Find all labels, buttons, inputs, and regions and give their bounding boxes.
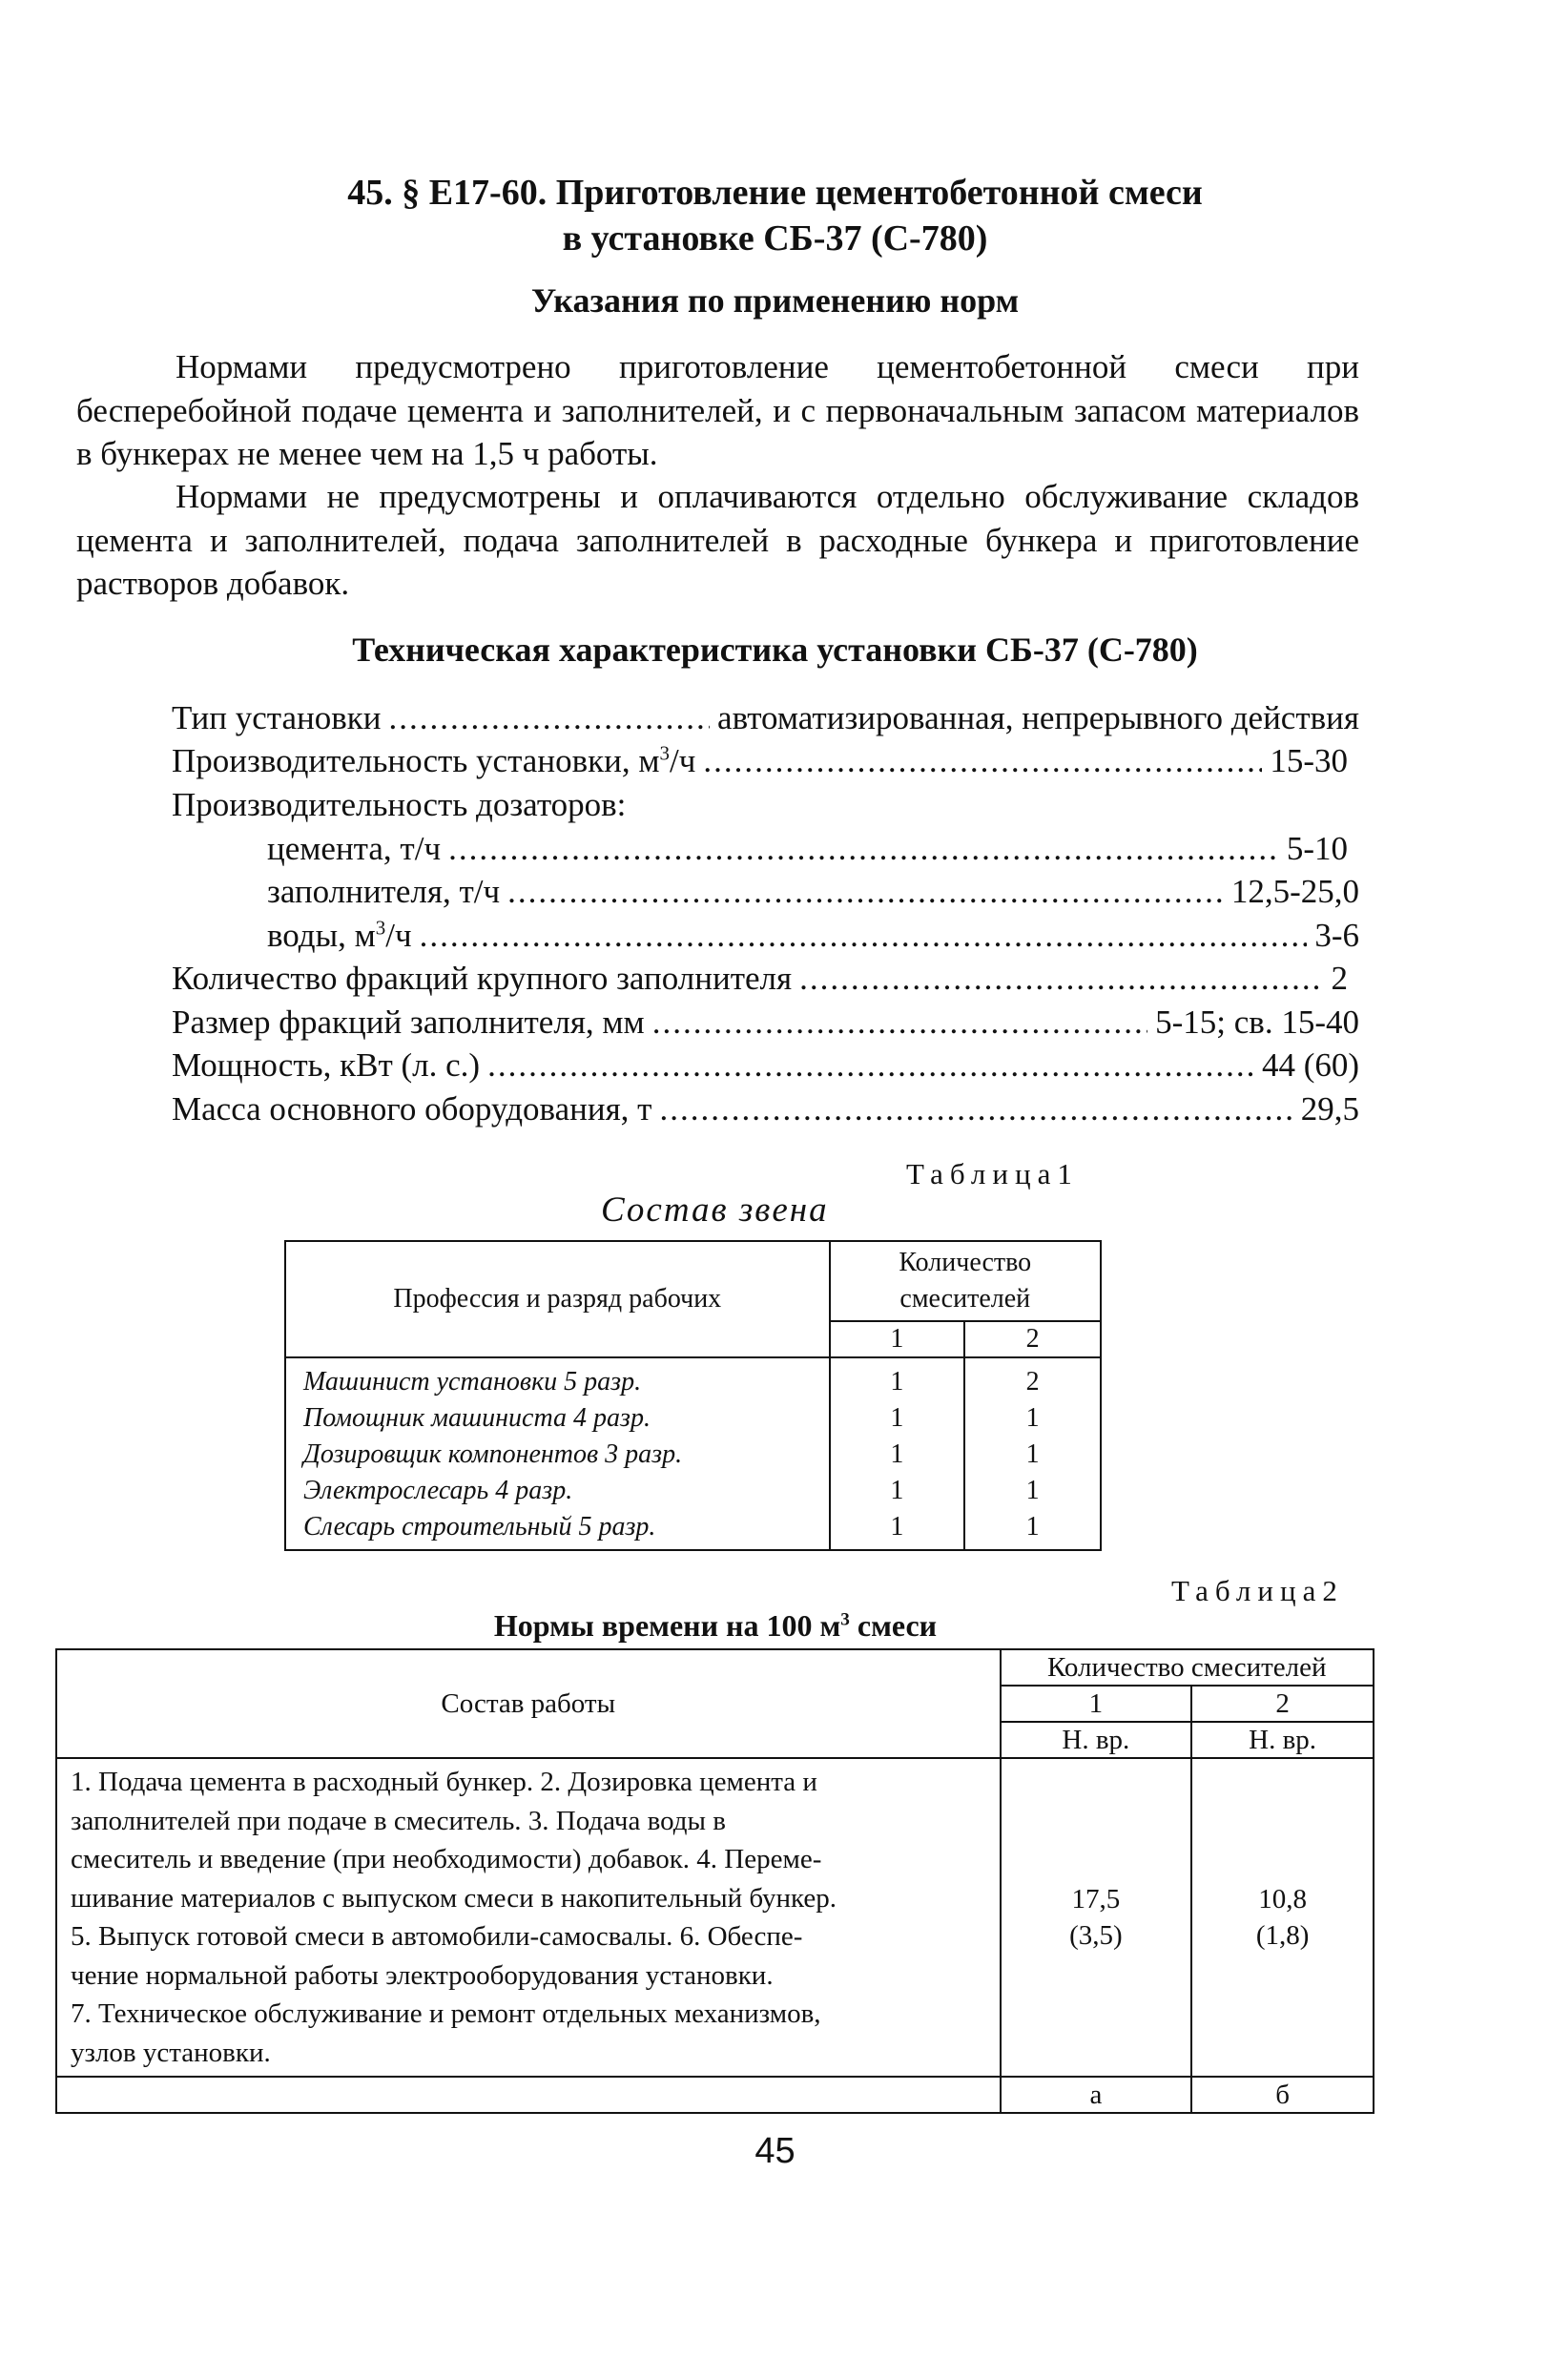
crew-table — [284, 1240, 1102, 1551]
spec-mass-value: 29,5 — [1300, 1090, 1359, 1128]
leader-dots — [487, 1046, 1254, 1085]
spec-cement-value: 5-10 — [1286, 830, 1348, 867]
spec-cement — [267, 830, 1348, 868]
crew-row — [285, 1437, 1101, 1473]
crew-count-1: 1 — [830, 1509, 965, 1550]
page-number: 45 — [754, 2131, 796, 2171]
spec-water-label: воды, $м^3/ч$ — [267, 916, 412, 954]
leader-dots — [799, 960, 1323, 998]
spec-mass-label: Масса основного оборудования, т — [172, 1090, 652, 1128]
crew-row — [285, 1473, 1101, 1509]
crew-count-1: 1 — [830, 1357, 965, 1400]
crew-count-2: 1 — [964, 1400, 1101, 1437]
crew-count-1: 1 — [830, 1400, 965, 1437]
norms-header-sub-1: Н. вр. — [1001, 1722, 1192, 1758]
instructions-title: Указания по применению норм — [530, 281, 1020, 320]
crew-profession: Дозировщик компонентов 3 разр. — [285, 1437, 830, 1473]
spec-productivity — [172, 742, 1348, 780]
instructions-paragraph-2: Нормами не предусмотрены и оплачиваются отдельно обслуживание складов цемента и заполнителей, подача заполнителей в расходные бункера и приготовление растворов добавок. — [76, 478, 1359, 602]
work-line: 7. Техническое обслуживание и ремонт отдельных механизмов, — [71, 1998, 821, 2029]
table1-caption: Состав звена — [601, 1190, 829, 1230]
spec-type-label: Тип установки — [172, 699, 382, 736]
spec-power — [172, 1046, 1359, 1085]
section-title-line2: в установке СБ-37 (С-780) — [562, 218, 988, 259]
spec-mass — [172, 1090, 1359, 1128]
leader-dots — [652, 1004, 1147, 1042]
work-line: шивание материалов с выпуском смеси в накопительный бункер. — [71, 1882, 837, 1914]
table2-label: Таблица2 — [1171, 1574, 1344, 1607]
norms-header-count: Количество смесителей — [1001, 1649, 1374, 1686]
spec-dosers — [172, 786, 1359, 824]
norms-header-sub-2: Н. вр. — [1191, 1722, 1374, 1758]
spec-fractions-value: 2 — [1331, 960, 1348, 997]
crew-profession: Помощник машиниста 4 разр. — [285, 1400, 830, 1437]
spec-size — [172, 1004, 1359, 1042]
section-title-line1: 45. § Е17-60. Приготовление цементобетонной смеси — [347, 173, 1203, 213]
spec-productivity-value: 15-30 — [1270, 742, 1348, 779]
work-line: 5. Выпуск готовой смеси в автомобили-самосвалы. 6. Обеспе- — [71, 1921, 803, 1952]
spec-filler-label: заполнителя, т/ч — [267, 873, 501, 910]
leader-dots — [448, 830, 1279, 868]
spec-filler-value: 12,5-25,0 — [1230, 873, 1359, 910]
crew-header-col-1: 1 — [830, 1321, 965, 1357]
spec-water — [267, 917, 1359, 955]
norms-value-2: 10,8 (1,8) — [1191, 1758, 1374, 2077]
spec-productivity-label: Производительность установки, $м^3/ч$ — [172, 741, 696, 779]
spec-type-value: автоматизированная, непрерывного действия — [717, 699, 1359, 736]
crew-row — [285, 1509, 1101, 1550]
crew-profession: Электрослесарь 4 разр. — [285, 1473, 830, 1509]
crew-count-2: 1 — [964, 1473, 1101, 1509]
spec-water-value: 3-6 — [1314, 917, 1359, 954]
crew-count-2: 1 — [964, 1437, 1101, 1473]
norms-footer-empty — [56, 2077, 1001, 2113]
crew-table-body — [285, 1357, 1101, 1550]
leader-dots — [659, 1090, 1292, 1128]
crew-count-1: 1 — [830, 1473, 965, 1509]
spec-fractions-label: Количество фракций крупного заполнителя — [172, 960, 793, 997]
spec-filler — [267, 873, 1359, 911]
crew-row — [285, 1357, 1101, 1400]
crew-profession: Слесарь строительный 5 разр. — [285, 1509, 830, 1550]
spec-type — [172, 699, 1359, 737]
norms-table — [55, 1648, 1374, 2114]
leader-dots — [389, 699, 711, 737]
spec-dosers-label: Производительность дозаторов: — [172, 786, 627, 823]
crew-count-2: 1 — [964, 1509, 1101, 1550]
crew-count-1: 1 — [830, 1437, 965, 1473]
norms-header-col-2: 2 — [1191, 1686, 1374, 1722]
spec-size-value: 5-15; св. 15-40 — [1155, 1004, 1359, 1041]
spec-power-label: Мощность, кВт (л. с.) — [172, 1046, 481, 1084]
work-line: 1. Подача цемента в расходный бункер. 2. Дозировка цемента и — [71, 1767, 817, 1797]
leader-dots — [420, 917, 1308, 955]
table2-title: Нормы времени на 100 $м^3$ смеси — [493, 1608, 938, 1643]
work-line: смеситель и введение (при необходимости) добавок. 4. Переме- — [71, 1844, 822, 1874]
leader-dots — [507, 873, 1224, 911]
spec-power-value: 44 (60) — [1261, 1046, 1359, 1084]
norms-header-work: Состав работы — [56, 1649, 1001, 1758]
leader-dots — [703, 742, 1262, 780]
crew-header-count: Количество смесителей — [830, 1241, 1101, 1321]
norms-footer-b: б — [1191, 2077, 1374, 2113]
norms-work-description — [56, 1758, 1001, 2077]
spec-size-label: Размер фракций заполнителя, мм — [172, 1004, 645, 1041]
norms-header-col-1: 1 — [1001, 1686, 1192, 1722]
work-line: чение нормальной работы электрооборудования установки. — [71, 1959, 774, 1991]
table1-label: Таблица1 — [906, 1157, 1079, 1190]
crew-header-profession: Профессия и разряд рабочих — [285, 1241, 830, 1357]
work-line: узлов установки. — [71, 2037, 271, 2068]
norms-value-1: 17,5 (3,5) — [1001, 1758, 1192, 2077]
section-title — [0, 170, 1550, 261]
crew-row — [285, 1400, 1101, 1437]
norms-footer-a: а — [1001, 2077, 1192, 2113]
spec-cement-label: цемента, т/ч — [267, 830, 442, 867]
work-line: заполнителей при подаче в смеситель. 3. Подача воды в — [71, 1805, 726, 1836]
crew-count-2: 2 — [964, 1357, 1101, 1400]
instructions-paragraph-1: Нормами предусмотрено приготовление цементобетонной смеси при бесперебойной подаче цемента и заполнителей, и с первоначальным запасом материалов в бункерах не менее чем на 1,5 ч работы. — [76, 348, 1359, 472]
spec-fractions — [172, 960, 1348, 998]
specs-title: Техническая характеристика установки СБ-37 (С-780) — [352, 631, 1198, 669]
crew-header-col-2: 2 — [964, 1321, 1101, 1357]
crew-profession: Машинист установки 5 разр. — [285, 1357, 830, 1400]
